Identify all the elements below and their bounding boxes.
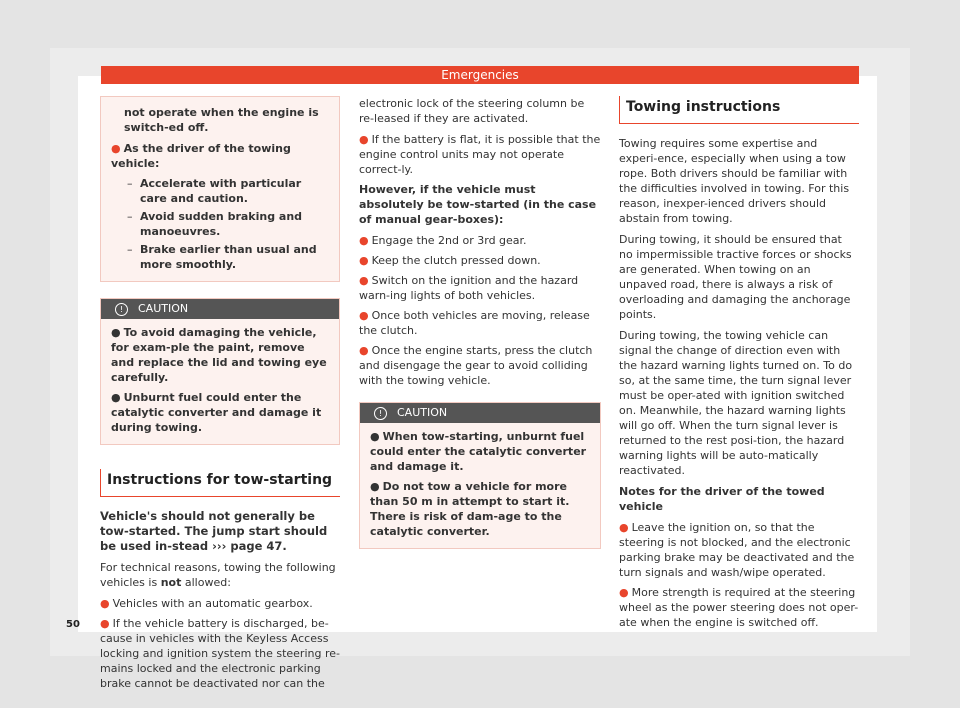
warning-icon: !	[115, 303, 128, 316]
section-title: Towing instructions	[619, 96, 859, 124]
paragraph: For technical reasons, towing the following vehicles is not allowed:	[100, 561, 336, 589]
caution-header: ! CAUTION	[101, 299, 339, 319]
caution-item: ● When tow-starting, unburnt fuel could enter the catalytic converter and damage it.	[370, 430, 587, 473]
paragraph: During towing, it should be ensured that no impermissible tractive forces or shocks are generated. When towing on an unpaved road, there is always a risk of overloading and damaging the anchorage points.	[619, 233, 852, 321]
warning-intro: not operate when the engine is switch-ed off.	[124, 106, 319, 134]
list-item: ● If the vehicle battery is discharged, be-cause in vehicles with the Keyless Access locking and ignition system the steering re-mains locked and the electronic parking brake cannot be deactivated nor can the	[100, 617, 340, 690]
lead-paragraph: Vehicle's should not generally be tow-started. The jump start should be used in-stead ››› page 47.	[100, 509, 328, 553]
chapter-header: Emergencies	[101, 66, 859, 84]
subheading: Notes for the driver of the towed vehicle	[619, 485, 825, 513]
warning-box	[100, 96, 340, 282]
bullet-dot-icon: ●	[111, 326, 121, 339]
paragraph: electronic lock of the steering column be re-leased if they are activated.	[359, 97, 585, 125]
bold-paragraph: However, if the vehicle must absolutely be tow-started (in the case of manual gear-boxes):	[359, 183, 597, 226]
caution-header: ! CAUTION	[360, 403, 600, 423]
caution-item: ● To avoid damaging the vehicle, for exam-ple the paint, remove and replace the lid and towing eye carefully.	[111, 326, 327, 384]
bullet-dot-icon: ●	[359, 133, 369, 146]
caution-item: ● Unburnt fuel could enter the catalytic converter and damage it during towing.	[111, 391, 322, 434]
list-item: ● If the battery is flat, it is possible that the engine control units may not operate correct-ly.	[359, 133, 601, 176]
list-item: ● Engage the 2nd or 3rd gear.	[359, 234, 527, 247]
column-left	[100, 96, 340, 696]
bullet-dot-icon: ●	[359, 274, 369, 287]
list-item: ● Keep the clutch pressed down.	[359, 254, 541, 267]
list-item: ● Vehicles with an automatic gearbox.	[100, 597, 313, 610]
bullet-dot-icon: ●	[619, 521, 629, 534]
bullet-dot-icon: ●	[111, 391, 121, 404]
list-item: ● Leave the ignition on, so that the steering is not blocked, and the electronic parking brake may be deactivated and the turn signals and wash/wipe operated.	[619, 521, 855, 579]
list-item: ● Switch on the ignition and the hazard warn-ing lights of both vehicles.	[359, 274, 579, 302]
column-middle	[359, 96, 601, 549]
bullet-dot-icon: ●	[619, 586, 629, 599]
bullet-dot-icon: ●	[359, 309, 369, 322]
bullet-dot-icon: ●	[111, 142, 121, 155]
section-title: Instructions for tow-starting	[100, 469, 340, 497]
paragraph: Towing requires some expertise and experi-ence, especially when using a tow rope. Both drivers should be familiar with the difficulties involved in towing. For this reason, inexper-ienced drivers should abstain from towing.	[619, 137, 850, 225]
warning-bullet: ● As the driver of the towing vehicle:	[111, 142, 291, 170]
bullet-dot-icon: ●	[370, 480, 380, 493]
warning-icon: !	[374, 407, 387, 420]
bullet-dot-icon: ●	[100, 617, 110, 630]
list-item: ● Once the engine starts, press the clutch and disengage the gear to avoid colliding with the towing vehicle.	[359, 344, 593, 387]
list-item: ● More strength is required at the steering wheel as the power steering does not oper-ate when the engine is switched off.	[619, 586, 859, 629]
sub-item: – Brake earlier than usual and more smoothly.	[127, 243, 317, 271]
bullet-dot-icon: ●	[359, 254, 369, 267]
bullet-dot-icon: ●	[359, 344, 369, 357]
bullet-dot-icon: ●	[100, 597, 110, 610]
paragraph: During towing, the towing vehicle can signal the change of direction even with the hazard warning lights turned on. To do so, at the same time, the turn signal lever must be oper-ated with ignition switched on. Meanwhile, the hazard warning lights will go off. When the turn signal lever is returned to the rest posi-tion, the hazard warning lights will be auto-matically reactivated.	[619, 329, 853, 477]
caution-box	[100, 298, 340, 445]
sub-item: – Accelerate with particular care and caution.	[127, 177, 302, 205]
column-right	[619, 96, 859, 635]
page-number: 50	[66, 619, 80, 630]
caution-item: ● Do not tow a vehicle for more than 50 m in attempt to start it. There is risk of dam-age to the catalytic converter.	[370, 480, 570, 538]
caution-box	[359, 402, 601, 549]
sub-item: – Avoid sudden braking and manoeuvres.	[127, 210, 303, 238]
caution-body	[101, 319, 339, 444]
bullet-dot-icon: ●	[370, 430, 380, 443]
bullet-dot-icon: ●	[359, 234, 369, 247]
list-item: ● Once both vehicles are moving, release the clutch.	[359, 309, 590, 337]
caution-body	[360, 423, 600, 548]
